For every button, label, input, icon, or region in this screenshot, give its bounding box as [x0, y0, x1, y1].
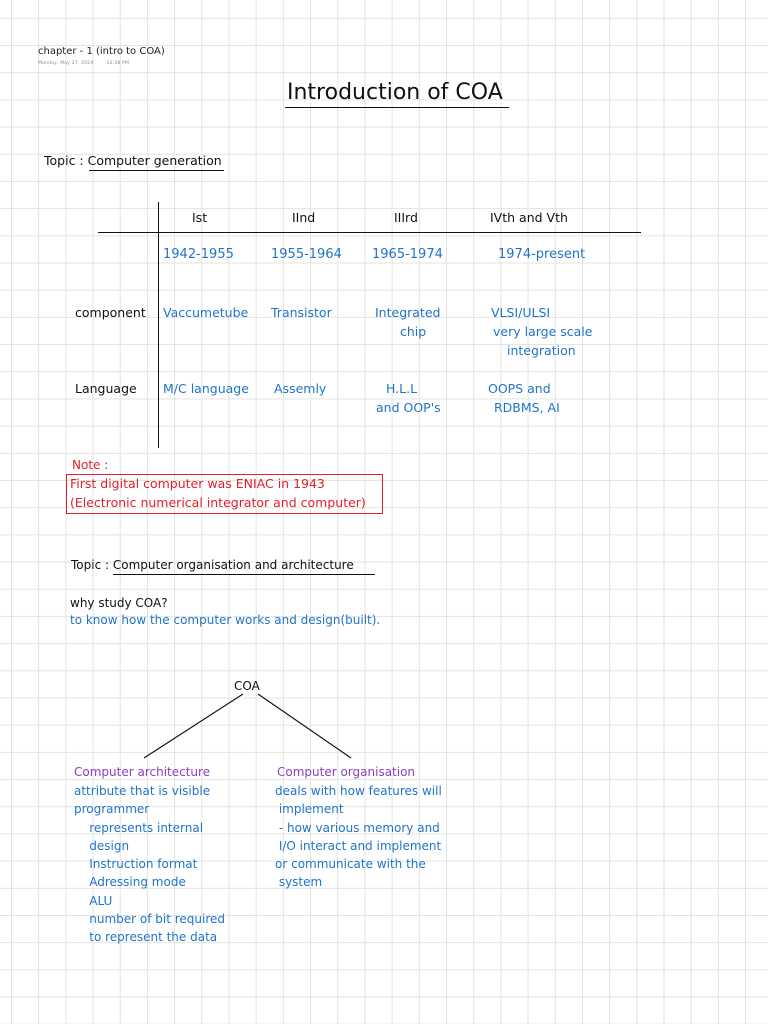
component-gen-4-line3: integration: [507, 343, 576, 358]
organisation-line: implement: [275, 802, 344, 817]
page-title: chapter - 1 (intro to COA): [38, 46, 165, 57]
tree-branch-left: [144, 694, 243, 758]
organisation-line: system: [275, 875, 323, 890]
header-gen-1: Ist: [192, 210, 208, 225]
architecture-line: to represent the data: [74, 930, 218, 945]
language-gen-2: Assemly: [274, 381, 327, 396]
architecture-line: Instruction format: [74, 857, 198, 872]
note-line-1: First digital computer was ENIAC in 1943: [70, 476, 325, 491]
organisation-line: deals with how features will: [275, 784, 442, 798]
years-gen-1: 1942-1955: [163, 247, 234, 262]
language-gen-4-line2: RDBMS, AI: [494, 400, 560, 415]
why-question: why study COA?: [70, 596, 168, 610]
organisation-line: or communicate with the: [275, 857, 426, 872]
topic1-name: Computer generation: [87, 153, 222, 168]
years-gen-4-5: 1974-present: [498, 247, 586, 262]
language-gen-3-line2: and OOP's: [376, 400, 441, 415]
topic2-label: Topic :: [71, 558, 110, 572]
architecture-line: programmer: [74, 802, 150, 817]
component-gen-3-line1: Integrated: [375, 305, 441, 320]
component-gen-4-line1: VLSI/ULSI: [491, 305, 551, 320]
architecture-details: [74, 782, 225, 947]
page-time: 12:38 PM: [106, 61, 130, 66]
tree-branch-right: [258, 694, 351, 758]
header-gen-4-5: IVth and Vth: [490, 210, 568, 225]
years-gen-3: 1965-1974: [372, 247, 443, 262]
architecture-line: number of bit required: [74, 912, 226, 927]
architecture-line: design: [74, 838, 130, 853]
topic2-name: Computer organisation and architecture: [112, 558, 354, 572]
topic1-label: Topic :: [44, 153, 84, 168]
organisation-details: [275, 782, 442, 892]
header-gen-2: IInd: [292, 210, 316, 225]
language-gen-1: M/C language: [163, 381, 249, 396]
main-title: Introduction of COA: [287, 80, 503, 105]
architecture-line: represents internal: [74, 820, 204, 835]
tree-root-coa: COA: [234, 679, 260, 693]
language-gen-3-line1: H.L.L: [386, 381, 418, 396]
header-gen-3: IIIrd: [394, 210, 418, 225]
component-gen-2: Transistor: [271, 305, 332, 320]
row-label-language: Language: [75, 381, 137, 396]
component-gen-4-line2: very large scale: [493, 324, 593, 339]
language-gen-4-line1: OOPS and: [488, 381, 551, 396]
component-gen-1: Vaccumetube: [163, 305, 249, 320]
note-label: Note :: [72, 458, 109, 472]
years-gen-2: 1955-1964: [271, 247, 342, 262]
architecture-line: Adressing mode: [74, 875, 186, 890]
component-gen-3-line2: chip: [400, 324, 427, 339]
organisation-line: I/O interact and implement: [275, 838, 442, 853]
organisation-title: Computer organisation: [277, 765, 416, 779]
architecture-line: attribute that is visible: [74, 784, 211, 798]
row-label-component: component: [75, 305, 146, 320]
organisation-line: - how various memory and: [275, 820, 440, 835]
architecture-line: ALU: [74, 893, 113, 908]
note-line-2: (Electronic numerical integrator and computer): [70, 495, 366, 510]
architecture-title: Computer architecture: [74, 765, 211, 779]
page-date: Monday, May 27, 2024: [38, 61, 94, 66]
why-answer: to know how the computer works and design(built).: [70, 613, 381, 627]
